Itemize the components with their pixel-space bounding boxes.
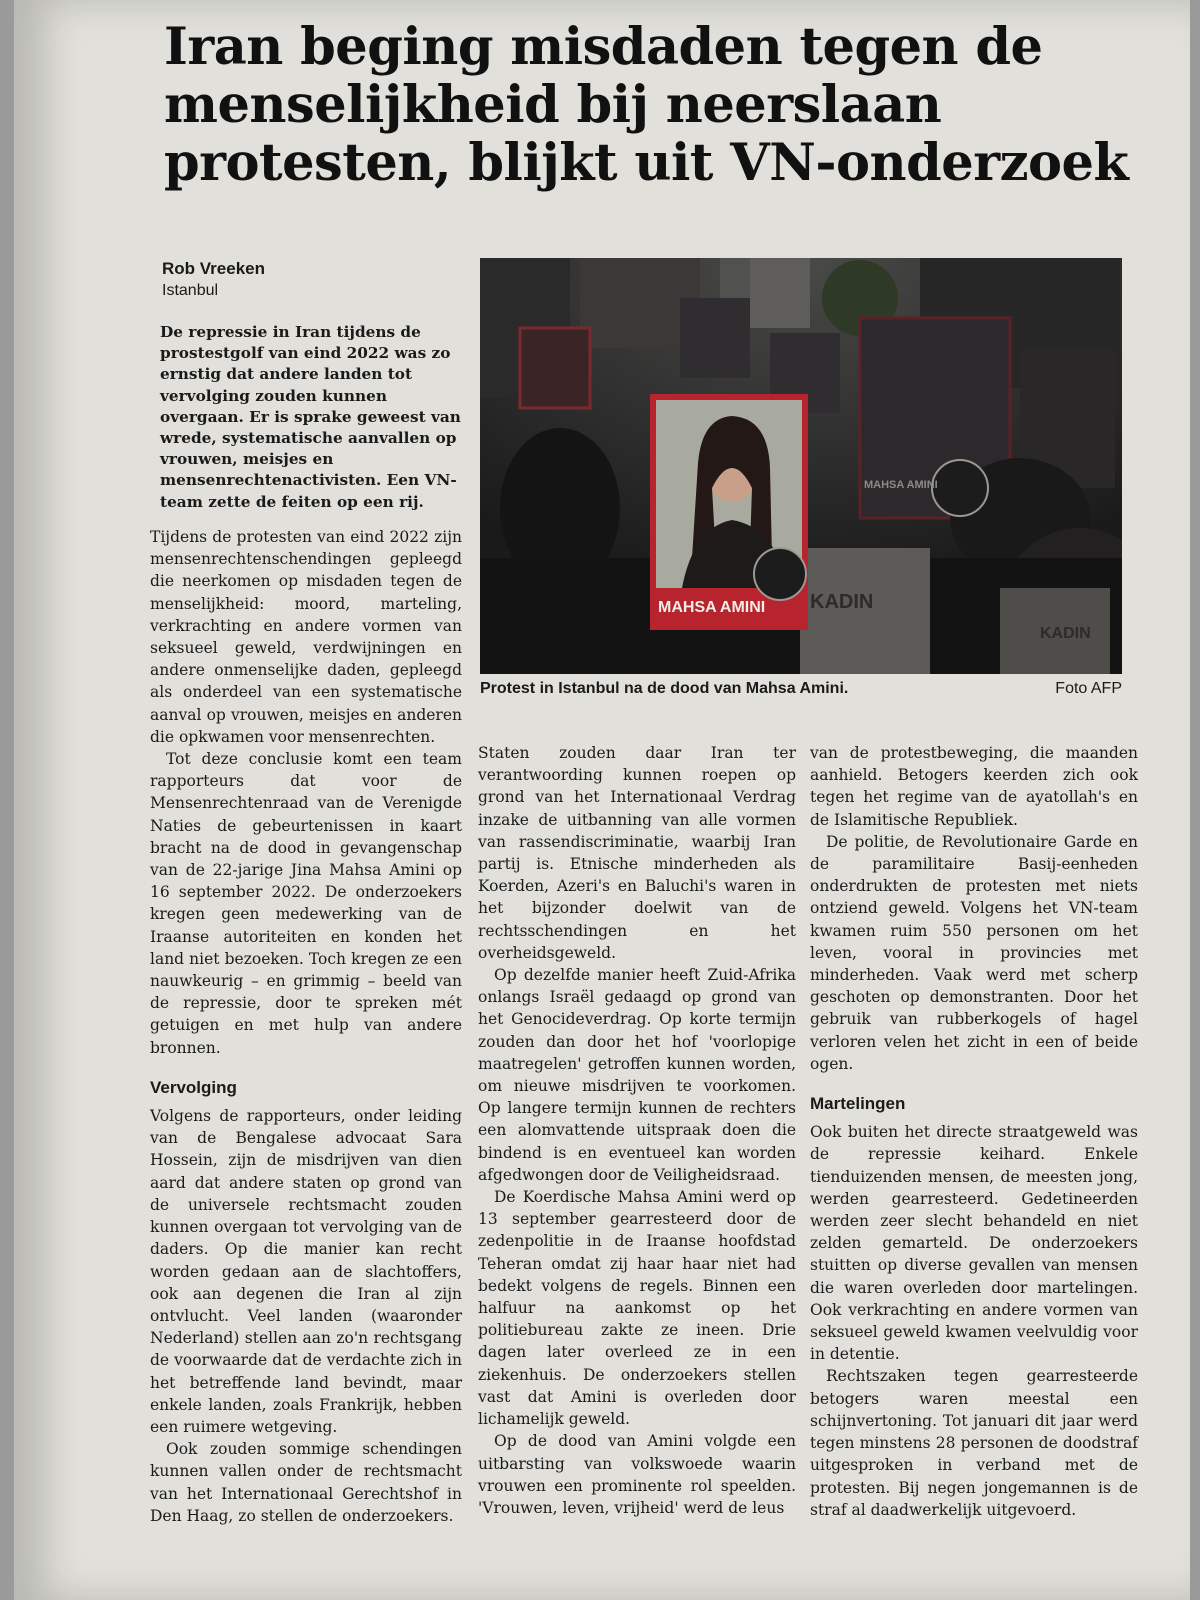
body-paragraph: van de protestbeweging, die maanden aanhield. Betogers keerden zich ook tegen het regime van de ayatollah's en de Islamitische Republiek. (810, 744, 1138, 829)
body-paragraph: Staten zouden daar Iran ter verantwoording kunnen roepen op grond van het Internationaal Verdrag inzake de uitbanning van alle vormen van rassendiscriminatie, waarbij Iran partij is. Etnische minderheden als Koerden, Azeri's en Baluchi's waren in het bijzonder doelwit van de rechtsschendingen en het overheidsgeweld. (478, 744, 796, 962)
body-paragraph: De politie, de Revolutionaire Garde en de paramilitaire Basij-eenheden onderdrukten de protesten met niets ontziend geweld. Volgens het VN-team kwamen ruim 550 personen om het leven, vooral in provincies met minderheden. Vaak werd met scherp geschoten op demonstranten. Door het gebruik van rubberkogels of hagel verloren velen het zicht in een of beide ogen. (810, 832, 1138, 1073)
body-paragraph: Op de dood van Amini volgde een uitbarsting van volkswoede waarin vrouwen een prominente rol speelden. 'Vrouwen, leven, vrijheid' werd de leus (478, 1432, 796, 1517)
headline: Iran beging misdaden tegen de menselijkheid bij neerslaan protesten, blijkt uit VN-onderzoek (164, 17, 1129, 193)
photo-caption-row (480, 680, 1122, 698)
author-location: Istanbul (162, 282, 219, 299)
sign-main-text: MAHSA AMINI (658, 599, 766, 616)
byline (162, 258, 265, 302)
body-paragraph: Rechtszaken tegen gearresteerde betogers waren meestal een schijnvertoning. Tot januari dit jaar werd tegen minstens 28 personen de doodstraf uitgesproken in verband met de protesten. Bij negen jongemannen is de straf al daadwerkelijk uitgevoerd. (810, 1367, 1138, 1519)
subheading-vervolging: Vervolging (150, 1077, 237, 1097)
photo-credit: Foto AFP (1055, 680, 1122, 697)
body-paragraph: Tot deze conclusie komt een team rapporteurs dat voor de Mensenrechtenraad van de Verenigde Naties de gebeurtenissen in kaart bracht na de dood in gevangenschap van de 22-jarige Jina Mahsa Amini op 16 september 2022. De onderzoekers kregen geen medewerking van de Iraanse autoriteiten en konden het land niet bezoeken. Toch kregen ze een nauwkeurig – en grimmig – beeld van de repressie, door te spreken mét getuigen en met hulp van andere bronnen. (150, 750, 462, 1057)
body-paragraph: Tijdens de protesten van eind 2022 zijn mensenrechtenschendingen gepleegd die neerkomen op misdaden tegen de menselijkheid: moord, marteling, verkrachting en andere vormen van seksueel geweld, verdwijningen en andere onmenselijke daden, gepleegd als onderdeel van een systematische aanval op vrouwen, meisjes en anderen die opkwamen voor mensenrechten. (150, 528, 462, 746)
article-column-3 (810, 742, 1138, 1521)
newspaper-page (14, 0, 1190, 1600)
body-paragraph: Volgens de rapporteurs, onder leiding van de Bengalese advocaat Sara Hossein, zijn de misdrijven van dien aard dat andere staten op grond van de universele rechtsmacht zouden kunnen overgaan tot vervolging van de daders. Op die manier kan recht worden gedaan aan de slachtoffers, ook aan degenen die Iran al zijn ontvlucht. Veel landen (waaronder Nederland) stellen aan zo'n rechtsgang de voorwaarde dat de verdachte zich in het betreffende land bevindt, maar enkele landen, zoals Frankrijk, hebben een ruimere wetgeving. (150, 1107, 462, 1436)
article-column-1 (150, 526, 462, 1527)
body-paragraph: Ook buiten het directe straatgeweld was de repressie keihard. Enkele tienduizenden mensen, de meesten jong, werden gearresteerd. Gedetineerden werden zeer slecht behandeld en niet zelden gemarteld. De onderzoekers stuitten op diverse gevallen van mensen die waren overleden door martelingen. Ook verkrachting en andere vormen van seksueel geweld kwamen veelvuldig voor in detentie. (810, 1123, 1138, 1364)
body-paragraph: Ook zouden sommige schendingen kunnen vallen onder de rechtsmacht van het Internationaal Gerechtshof in Den Haag, zo stellen de onderzoekers. (150, 1440, 462, 1525)
subheading-martelingen: Martelingen (810, 1094, 906, 1114)
shirt-text-2: KADIN (1040, 625, 1091, 642)
body-paragraph: Op dezelfde manier heeft Zuid-Afrika onlangs Israël gedaagd op grond van het Genocideverdrag. Op korte termijn zouden dan door het hof 'voorlopige maatregelen' getroffen kunnen worden, om nieuwe misdrijven te voorkomen. Op langere termijn kunnen de rechters een alomvattende uitspraak doen die bindend is en eventueel kan worden afgedwongen door de Veiligheidsraad. (478, 966, 796, 1184)
body-paragraph: De Koerdische Mahsa Amini werd op 13 september gearresteerd door de zedenpolitie in de Iraanse hoofdstad Teheran omdat zij haar haar niet had bedekt volgens de regels. Binnen een halfuur na aankomst op het politiebureau zakte ze ineen. Drie dagen later overleed ze in een ziekenhuis. De onderzoekers stellen vast dat Amini is overleden door lichamelijk geweld. (478, 1188, 796, 1429)
author-name: Rob Vreeken (162, 259, 265, 278)
sign-side-text: MAHSA AMINI (864, 479, 938, 491)
protest-photo-illustration (480, 258, 1122, 674)
lead-paragraph: De repressie in Iran tijdens de prostestgolf van eind 2022 was zo ernstig dat andere landen tot vervolging zouden kunnen overgaan. Er is sprake geweest van wrede, systematische aanvallen op vrouwen, meisjes en mensenrechtenactivisten. Een VN-team zette de feiten op een rij. (160, 323, 461, 511)
protest-photo (480, 258, 1122, 674)
article-column-2 (478, 742, 796, 1519)
shirt-text: KADIN (810, 591, 874, 613)
photo-caption: Protest in Istanbul na de dood van Mahsa Amini. (480, 680, 849, 697)
